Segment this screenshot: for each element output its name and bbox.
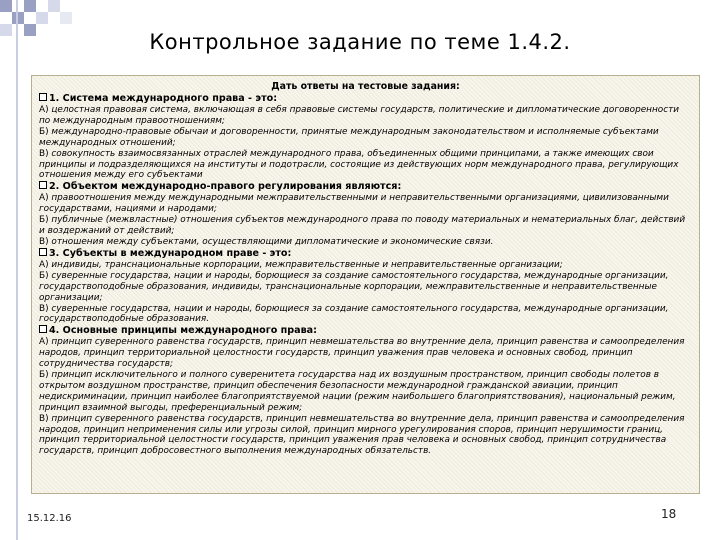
answer: В) совокупность взаимосвязанных отраслей международного права, объединенных общими принципами, а также имеющих свои принципы и подразделяющихся на институты и подотрасли, состоящие из действующих норм международного права, регулирующих отношения между его субъектами xyxy=(39,148,679,181)
answer: В) отношения между субъектами, осуществляющими дипломатические и экономические связи. xyxy=(39,236,494,247)
answer: Б) принцип исключительного и полного суверенитета государства над их воздушным пространством, принцип свободы полетов в открытом воздушном пространстве, принцип обеспечения безопасности международной гражданской авиации, принцип недискриминации, принцип наиболее благоприятствуемой нации (режим наибольшего благоприятствования), национальный режим, принцип взаимной выгоды, преференциальный режим; xyxy=(39,370,676,413)
checkbox-bullet-icon xyxy=(39,93,47,101)
question-4 xyxy=(39,325,692,457)
checkbox-bullet-icon xyxy=(39,248,47,256)
question-title: 3. Субъекты в международном праве - это: xyxy=(49,247,292,259)
answer: Б) международно-правовые обычаи и договоренности, принятые международным законодательством и исполняемые субъектами международных отношений; xyxy=(39,126,659,148)
question-2 xyxy=(39,181,692,248)
checkbox-bullet-icon xyxy=(39,325,47,333)
page-number: 18 xyxy=(661,507,677,521)
left-rule xyxy=(16,0,18,540)
answer: В) суверенные государства, нации и народы, борющиеся за создание самостоятельного государства, международные организации, государствоподобные образования. xyxy=(39,303,669,325)
questions-panel xyxy=(31,75,700,494)
question-1 xyxy=(39,93,692,181)
checkbox-bullet-icon xyxy=(39,181,47,189)
question-title: 2. Объектом международно-правого регулирования являются: xyxy=(49,181,402,193)
answer: А) индивиды, транснациональные корпорации, межправительственные и неправительственные организации; xyxy=(39,259,563,270)
question-title: 1. Система международного права - это: xyxy=(49,93,278,104)
question-3 xyxy=(39,248,692,325)
answer: А) правоотношения между международными межправительственными и неправительственными организациями, цивилизованными государствами, нациями и народами; xyxy=(39,193,669,215)
answer: А) принцип суверенного равенства государств, принцип невмешательства во внутренние дела, принцип равенства и самоопределения народов, принцип территориальной целостности государств, принцип уважения прав человека и основных свобод, принцип сотрудничества государств; xyxy=(39,337,685,370)
answer: В) принцип суверенного равенства государств, принцип невмешательства во внутренние дела, принцип равенства и самоопределения народов, принцип неприменения силы или угрозы силой, принцип мирного урегулирования споров, принцип нерушимости границ, принцип территориальной целостности государств, принцип уважения прав человека и основных свобод, принцип сотрудничества государств, принцип добросовестного выполнения международных обязательств. xyxy=(39,413,685,457)
slide-date: 15.12.16 xyxy=(27,513,72,524)
question-title: 4. Основные принципы международного права: xyxy=(49,325,317,337)
slide-title: Контрольное задание по теме 1.4.2. xyxy=(149,30,571,54)
answer: Б) публичные (межвластные) отношения субъектов международного права по поводу материальных и нематериальных благ, действий и воздержаний от действий; xyxy=(39,215,686,237)
answer: Б) суверенные государства, нации и народы, борющиеся за создание самостоятельного государства, международные организации, государствоподобные образования, индивиды, транснациональные корпорации, межправительственные и неправительственные организации; xyxy=(39,270,669,303)
answer: А) целостная правовая система, включающая в себя правовые системы государств, политические и дипломатические договоренности по международным правоотношениям; xyxy=(39,105,680,126)
panel-heading: Дать ответы на тестовые задания: xyxy=(271,81,460,92)
